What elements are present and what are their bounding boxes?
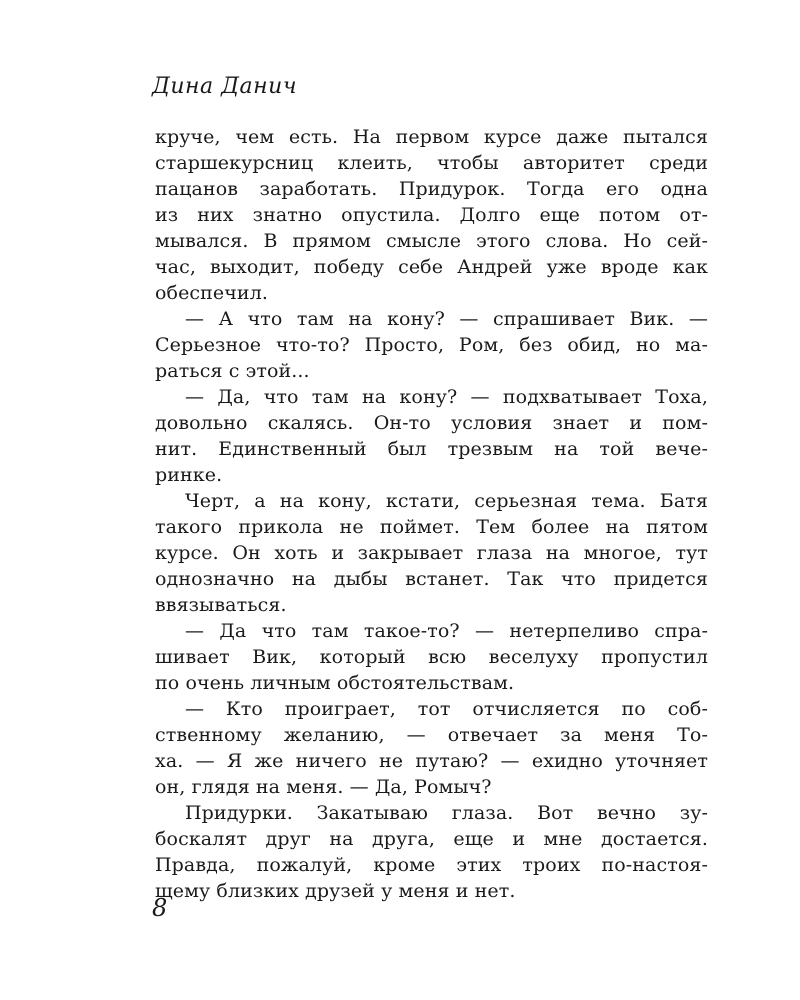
text-line: щему близких друзей у меня и нет.: [155, 880, 516, 902]
text-line: довольно скалясь. Он-то условия знает и пом-: [155, 412, 708, 434]
text-line: нит. Единственный был трезвым на той вече-: [155, 438, 708, 460]
text-line: он, глядя на меня. — Да, Ромыч?: [155, 776, 492, 798]
text-line: старшекурсниц клеить, чтобы авторитет среди: [155, 152, 708, 174]
text-line: из них знатно опустила. Долго еще потом от-: [155, 204, 708, 226]
text-line: шивает Вик, который всю веселуху пропустил: [155, 646, 708, 668]
text-line: ввязываться.: [155, 594, 287, 616]
text-line: Придурки. Закатываю глаза. Вот вечно зу-: [185, 802, 708, 824]
page-number: 8: [152, 894, 168, 922]
running-head-author: Дина Данич: [152, 74, 298, 99]
text-line: мывался. В прямом смысле этого слова. Но сей-: [155, 230, 708, 252]
text-line: боскалят друг на друга, еще и мне достается.: [155, 828, 708, 850]
text-line: — Кто проиграет, тот отчисляется по соб-: [185, 698, 708, 720]
text-line: ринке.: [155, 464, 223, 486]
text-line: круче, чем есть. На первом курсе даже пытался: [155, 126, 708, 148]
text-line: час, выходит, победу себе Андрей уже вроде как: [155, 256, 708, 278]
text-line: — Да что там такое-то? — нетерпеливо спра-: [185, 620, 708, 642]
text-line: курсе. Он хоть и закрывает глаза на многое, тут: [155, 542, 708, 564]
text-line: Черт, а на кону, кстати, серьезная тема. Батя: [185, 490, 708, 512]
text-line: ха. — Я же ничего не путаю? — ехидно уточняет: [155, 750, 708, 772]
body-text: [155, 124, 708, 904]
text-line: пацанов заработать. Придурок. Тогда его одна: [155, 178, 708, 200]
text-line: раться с этой...: [155, 360, 310, 382]
text-line: такого прикола не поймет. Тем более на пятом: [155, 516, 708, 538]
text-line: — Да, что там на кону? — подхватывает Тоха,: [185, 386, 708, 408]
text-line: однозначно на дыбы встанет. Так что придется: [155, 568, 708, 590]
text-line: Правда, пожалуй, кроме этих троих по-настоя-: [155, 854, 708, 876]
text-line: Серьезное что-то? Просто, Ром, без обид, но ма-: [155, 334, 708, 356]
text-line: обеспечил.: [155, 282, 269, 304]
text-line: по очень личным обстоятельствам.: [155, 672, 515, 694]
text-line: — А что там на кону? — спрашивает Вик. —: [185, 308, 708, 330]
text-line: ственному желанию, — отвечает за меня То-: [155, 724, 708, 746]
